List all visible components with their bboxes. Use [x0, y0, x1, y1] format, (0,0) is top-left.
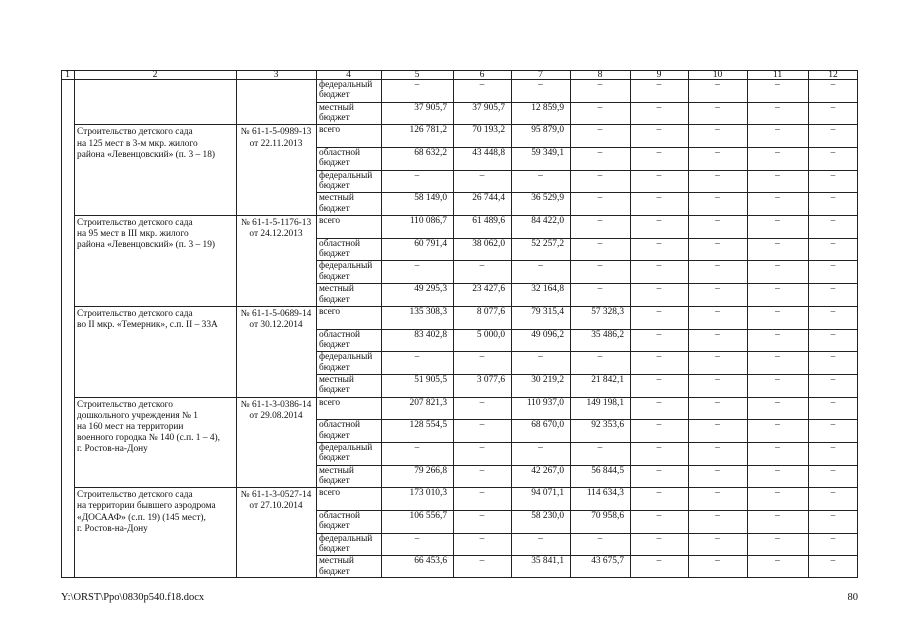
- budget-type-label: бюджет: [319, 271, 350, 282]
- value-cell: 52 257,2: [531, 238, 564, 249]
- budget-type-label: областной: [319, 510, 361, 521]
- value-cell: 95 879,0: [531, 125, 564, 136]
- value-cell: –: [715, 442, 720, 453]
- object-name-line: дошкольного учреждения № 1: [77, 410, 198, 421]
- value-cell: –: [715, 556, 720, 567]
- value-cell: –: [656, 102, 662, 113]
- value-cell: –: [656, 556, 662, 567]
- value-cell: –: [656, 374, 662, 385]
- value-cell: 79 315,4: [531, 306, 564, 317]
- value-cell: –: [656, 510, 662, 521]
- value-cell: –: [715, 148, 720, 159]
- value-cell: 37 905,7: [414, 102, 447, 113]
- value-cell: –: [597, 261, 603, 272]
- value-cell: –: [775, 216, 780, 227]
- value-cell: –: [830, 306, 836, 317]
- value-cell: 68 632,2: [414, 148, 447, 159]
- budget-type-label: федеральный: [319, 80, 373, 90]
- object-name-line: на территории бывшего аэродрома: [77, 501, 216, 512]
- budget-type-label: бюджет: [319, 249, 350, 260]
- column-number-header: 5: [414, 68, 420, 80]
- value-cell: 173 010,3: [409, 488, 447, 499]
- budget-type-label: бюджет: [319, 203, 350, 214]
- value-cell: 207 821,3: [409, 397, 447, 408]
- value-cell: –: [656, 306, 662, 317]
- value-cell: –: [830, 465, 836, 476]
- value-cell: 114 634,3: [586, 488, 624, 499]
- value-cell: –: [597, 284, 603, 295]
- value-cell: 58 149,0: [414, 193, 447, 204]
- value-cell: –: [414, 261, 420, 272]
- value-cell: –: [597, 125, 603, 136]
- column-number-header: 6: [479, 68, 485, 80]
- column-number-header: 12: [828, 68, 838, 80]
- column-number-header: 1: [65, 68, 70, 80]
- value-cell: 56 844,5: [591, 465, 624, 476]
- value-cell: –: [830, 216, 836, 227]
- budget-type-label: местный: [319, 374, 354, 385]
- value-cell: 5 000,0: [476, 329, 505, 340]
- value-cell: 43 448,8: [472, 148, 505, 159]
- value-cell: –: [775, 148, 780, 159]
- value-cell: 79 266,8: [414, 465, 447, 476]
- value-cell: 92 353,6: [591, 420, 624, 431]
- budget-type-label: бюджет: [319, 544, 350, 555]
- object-name-line: района «Левенцовский» (п. 3 – 18): [77, 149, 216, 160]
- value-cell: 8 077,6: [476, 306, 505, 317]
- value-cell: –: [830, 148, 836, 159]
- registration-number-line: от 22.11.2013: [249, 138, 303, 149]
- value-cell: –: [656, 148, 662, 159]
- object-name-line: г. Ростов-на-Дону: [77, 523, 148, 534]
- value-cell: –: [830, 193, 836, 204]
- value-cell: –: [830, 284, 836, 295]
- budget-type-label: бюджет: [319, 453, 350, 464]
- value-cell: –: [830, 442, 836, 453]
- value-cell: –: [715, 284, 720, 295]
- object-name-line: во II мкр. «Темерник», с.п. II – 33А: [77, 320, 218, 331]
- value-cell: 110 086,7: [409, 216, 447, 227]
- budget-type-label: бюджет: [319, 90, 350, 101]
- column-divider: [61, 70, 62, 578]
- object-name-line: Строительство детского: [77, 399, 173, 410]
- object-name-line: Строительство детского сада: [77, 490, 193, 501]
- value-cell: –: [656, 442, 662, 453]
- value-cell: –: [775, 170, 780, 181]
- object-name-line: Строительство детского сада: [77, 308, 193, 319]
- column-number-header: 8: [597, 68, 603, 80]
- value-cell: 38 062,0: [472, 238, 505, 249]
- value-cell: –: [775, 556, 780, 567]
- value-cell: –: [775, 533, 780, 544]
- budget-type-label: областной: [319, 238, 361, 249]
- value-cell: –: [656, 352, 662, 363]
- budget-type-label: местный: [319, 284, 354, 295]
- value-cell: –: [775, 284, 780, 295]
- value-cell: 68 670,0: [531, 420, 564, 431]
- value-cell: –: [715, 170, 720, 181]
- registration-number-line: № 61-1-5-0689-14: [240, 308, 312, 319]
- value-cell: 12 859,9: [531, 102, 564, 113]
- value-cell: –: [597, 442, 603, 453]
- budget-type-label: бюджет: [319, 430, 350, 441]
- value-cell: –: [597, 216, 603, 227]
- budget-type-label: всего: [319, 125, 341, 136]
- value-cell: –: [715, 465, 720, 476]
- value-cell: –: [775, 261, 780, 272]
- value-cell: –: [775, 125, 780, 136]
- budget-type-label: федеральный: [319, 533, 373, 544]
- value-cell: –: [656, 261, 662, 272]
- value-cell: –: [775, 420, 780, 431]
- value-cell: 51 905,5: [414, 374, 447, 385]
- value-cell: –: [479, 442, 485, 453]
- budget-type-label: всего: [319, 397, 341, 408]
- value-cell: –: [830, 261, 836, 272]
- value-cell: –: [830, 397, 836, 408]
- value-cell: 26 744,4: [472, 193, 505, 204]
- column-number-header: 10: [712, 68, 723, 80]
- value-cell: –: [656, 193, 662, 204]
- value-cell: 59 349,1: [531, 148, 564, 159]
- budget-type-label: бюджет: [319, 339, 350, 350]
- budget-type-label: местный: [319, 193, 354, 204]
- value-cell: –: [656, 397, 662, 408]
- value-cell: –: [597, 148, 603, 159]
- budget-type-label: бюджет: [319, 158, 350, 169]
- registration-number-line: № 61-1-3-0527-14: [240, 490, 312, 501]
- value-cell: –: [597, 80, 603, 90]
- value-cell: –: [479, 397, 485, 408]
- value-cell: 135 308,3: [409, 306, 447, 317]
- value-cell: 70 193,2: [472, 125, 505, 136]
- budget-type-label: бюджет: [319, 362, 350, 373]
- value-cell: 84 422,0: [531, 216, 564, 227]
- value-cell: –: [715, 420, 720, 431]
- value-cell: –: [414, 352, 420, 363]
- value-cell: –: [479, 465, 485, 476]
- value-cell: 57 328,3: [591, 306, 624, 317]
- value-cell: –: [479, 170, 485, 181]
- value-cell: –: [715, 306, 720, 317]
- value-cell: –: [715, 102, 720, 113]
- value-cell: –: [775, 238, 780, 249]
- value-cell: –: [775, 442, 780, 453]
- value-cell: 70 958,6: [591, 510, 624, 521]
- value-cell: –: [656, 329, 662, 340]
- budget-type-label: бюджет: [319, 113, 350, 124]
- value-cell: –: [597, 352, 603, 363]
- value-cell: 128 554,5: [409, 420, 447, 431]
- value-cell: 94 071,1: [531, 488, 564, 499]
- budget-type-label: местный: [319, 102, 354, 113]
- value-cell: 106 556,7: [409, 510, 447, 521]
- value-cell: 58 230,0: [531, 510, 564, 521]
- value-cell: –: [715, 488, 720, 499]
- value-cell: –: [775, 465, 780, 476]
- value-cell: –: [715, 216, 720, 227]
- value-cell: –: [775, 352, 780, 363]
- value-cell: –: [538, 533, 543, 544]
- value-cell: 43 675,7: [591, 556, 624, 567]
- value-cell: –: [775, 102, 780, 113]
- value-cell: –: [775, 510, 780, 521]
- budget-type-label: федеральный: [319, 352, 373, 363]
- value-cell: –: [715, 533, 720, 544]
- budget-type-label: федеральный: [319, 261, 373, 272]
- object-name-line: «ДОСААФ» (с.п. 19) (145 мест),: [77, 512, 206, 523]
- value-cell: –: [656, 533, 662, 544]
- object-name-line: на 125 мест в 3-м мкр. жилого: [77, 138, 198, 149]
- value-cell: –: [538, 352, 543, 363]
- budget-type-label: бюджет: [319, 566, 350, 577]
- value-cell: 23 427,6: [472, 284, 505, 295]
- object-name-line: на 95 мест в III мкр. жилого: [77, 229, 189, 240]
- value-cell: 110 937,0: [526, 397, 564, 408]
- value-cell: –: [538, 261, 543, 272]
- budget-type-label: бюджет: [319, 475, 350, 486]
- value-cell: –: [775, 306, 780, 317]
- value-cell: 126 781,2: [409, 125, 447, 136]
- value-cell: –: [656, 125, 662, 136]
- value-cell: –: [479, 556, 485, 567]
- column-number-header: 3: [273, 68, 279, 80]
- column-number-header: 11: [772, 68, 783, 80]
- budget-type-label: областной: [319, 329, 361, 340]
- budget-type-label: областной: [319, 420, 361, 431]
- value-cell: –: [656, 216, 662, 227]
- value-cell: –: [830, 374, 836, 385]
- budget-type-label: федеральный: [319, 442, 373, 453]
- budget-type-label: всего: [319, 306, 341, 317]
- value-cell: 61 489,6: [472, 216, 505, 227]
- registration-number-line: № 61-1-5-1176-13: [240, 218, 312, 229]
- value-cell: –: [414, 170, 420, 181]
- object-name-line: Строительство детского сада: [77, 218, 193, 229]
- value-cell: –: [715, 329, 720, 340]
- value-cell: 37 905,7: [472, 102, 505, 113]
- value-cell: 66 453,6: [414, 556, 447, 567]
- value-cell: –: [830, 80, 836, 90]
- value-cell: –: [830, 238, 836, 249]
- value-cell: –: [775, 488, 780, 499]
- value-cell: 49 096,2: [531, 329, 564, 340]
- object-name-line: г. Ростов-на-Дону: [77, 444, 148, 455]
- registration-number-line: № 61-1-5-0989-13: [240, 127, 312, 138]
- object-name-line: на 160 мест на территории: [77, 421, 184, 432]
- value-cell: –: [715, 125, 720, 136]
- table-border-bottom: [61, 577, 858, 578]
- value-cell: –: [775, 374, 780, 385]
- registration-number-line: от 30.12.2014: [249, 320, 303, 331]
- value-cell: –: [597, 102, 603, 113]
- value-cell: –: [775, 193, 780, 204]
- value-cell: 35 486,2: [591, 329, 624, 340]
- budget-table: [61, 70, 858, 578]
- value-cell: 36 529,9: [531, 193, 564, 204]
- value-cell: –: [479, 80, 485, 90]
- footer-file-path: Y:\ORST\Ppo\0830p540.f18.docx: [61, 592, 205, 603]
- registration-number-line: от 29.08.2014: [249, 410, 303, 421]
- value-cell: –: [715, 238, 720, 249]
- value-cell: –: [414, 533, 420, 544]
- value-cell: 42 267,0: [531, 465, 564, 476]
- value-cell: –: [656, 238, 662, 249]
- value-cell: 149 198,1: [586, 397, 624, 408]
- budget-type-label: федеральный: [319, 170, 373, 181]
- value-cell: –: [414, 442, 420, 453]
- value-cell: –: [597, 238, 603, 249]
- value-cell: –: [830, 329, 836, 340]
- value-cell: –: [715, 193, 720, 204]
- value-cell: –: [830, 352, 836, 363]
- value-cell: –: [656, 488, 662, 499]
- value-cell: –: [775, 397, 780, 408]
- value-cell: –: [479, 533, 485, 544]
- value-cell: –: [656, 284, 662, 295]
- registration-number-line: от 24.12.2013: [249, 229, 303, 240]
- budget-type-label: всего: [319, 488, 341, 499]
- object-name-line: военного городка № 140 (с.п. 1 – 4),: [77, 433, 221, 444]
- value-cell: –: [830, 420, 836, 431]
- budget-type-label: всего: [319, 216, 341, 227]
- value-cell: 30 219,2: [531, 374, 564, 385]
- value-cell: –: [715, 374, 720, 385]
- value-cell: –: [656, 170, 662, 181]
- value-cell: 32 164,8: [531, 284, 564, 295]
- value-cell: –: [656, 465, 662, 476]
- value-cell: –: [715, 352, 720, 363]
- value-cell: 21 842,1: [591, 374, 624, 385]
- value-cell: –: [715, 80, 720, 90]
- registration-number-line: от 27.10.2014: [249, 501, 303, 512]
- budget-type-label: бюджет: [319, 521, 350, 532]
- value-cell: 3 077,6: [476, 374, 505, 385]
- value-cell: –: [597, 170, 603, 181]
- budget-type-label: областной: [319, 148, 361, 159]
- value-cell: 49 295,3: [414, 284, 447, 295]
- budget-type-label: бюджет: [319, 181, 350, 192]
- value-cell: –: [656, 80, 662, 90]
- value-cell: –: [775, 80, 780, 90]
- value-cell: –: [715, 397, 720, 408]
- value-cell: –: [830, 533, 836, 544]
- value-cell: 35 841,1: [531, 556, 564, 567]
- column-number-header: 4: [346, 68, 351, 80]
- value-cell: –: [830, 125, 836, 136]
- registration-number-line: № 61-1-3-0386-14: [240, 399, 312, 410]
- value-cell: –: [479, 488, 485, 499]
- column-number-header: 7: [538, 68, 543, 80]
- value-cell: –: [830, 556, 836, 567]
- budget-type-label: бюджет: [319, 385, 350, 396]
- value-cell: –: [479, 352, 485, 363]
- budget-type-label: бюджет: [319, 294, 350, 305]
- value-cell: –: [830, 488, 836, 499]
- page-number: 80: [847, 592, 858, 603]
- value-cell: –: [538, 80, 543, 90]
- value-cell: –: [830, 102, 836, 113]
- value-cell: –: [479, 420, 485, 431]
- value-cell: –: [538, 170, 543, 181]
- value-cell: –: [414, 80, 420, 90]
- column-number-header: 2: [152, 68, 158, 80]
- budget-type-label: местный: [319, 556, 354, 567]
- object-name-line: Строительство детского сада: [77, 127, 193, 138]
- value-cell: –: [830, 170, 836, 181]
- value-cell: 60 791,4: [414, 238, 447, 249]
- column-number-header: 9: [656, 68, 662, 80]
- value-cell: –: [479, 261, 485, 272]
- value-cell: –: [479, 510, 485, 521]
- value-cell: –: [830, 510, 836, 521]
- value-cell: –: [597, 193, 603, 204]
- value-cell: –: [538, 442, 543, 453]
- object-name-line: района «Левенцовский» (п. 3 – 19): [77, 240, 216, 251]
- value-cell: –: [597, 533, 603, 544]
- budget-type-label: местный: [319, 465, 354, 476]
- value-cell: –: [656, 420, 662, 431]
- value-cell: –: [715, 261, 720, 272]
- column-divider: [74, 70, 75, 578]
- value-cell: –: [775, 329, 780, 340]
- value-cell: 83 402,8: [414, 329, 447, 340]
- value-cell: –: [715, 510, 720, 521]
